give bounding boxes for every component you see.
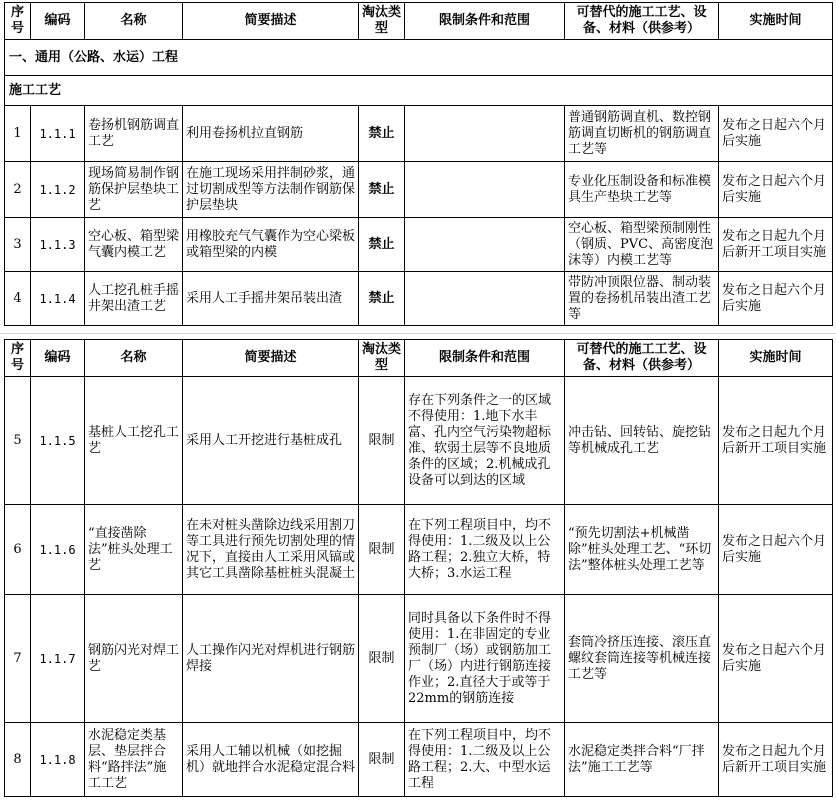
regulation-table-part2 [4, 339, 833, 797]
row-name: 现场简易制作钢筋保护层垫块工艺 [85, 162, 183, 218]
regulation-table-part1 [4, 2, 833, 326]
row-limit [405, 272, 565, 326]
section-row [5, 40, 833, 76]
row-index: 4 [5, 272, 31, 326]
row-alt: 空心板、箱型梁预制刚性（钢质、PVC、高密度泡沫等）内模工艺等 [565, 218, 719, 272]
row-desc: 用橡胶充气气囊作为空心梁板或箱型梁的内模 [183, 218, 359, 272]
row-code: 1.1.2 [31, 162, 85, 218]
header-name: 名称 [85, 3, 183, 40]
row-code: 1.1.8 [31, 723, 85, 797]
row-limit [405, 218, 565, 272]
row-code: 1.1.6 [31, 505, 85, 595]
header-alt: 可替代的施工工艺、设备、材料（供参考） [565, 340, 719, 377]
row-desc: 采用人工辅以机械（如挖掘机）就地拌合水泥稳定混合料 [183, 723, 359, 797]
row-name: 人工挖孔桩手摇井架出渣工艺 [85, 272, 183, 326]
row-name: “直接凿除法”桩头处理工艺 [85, 505, 183, 595]
table-row [5, 377, 833, 505]
row-code: 1.1.3 [31, 218, 85, 272]
row-type: 禁止 [359, 162, 405, 218]
row-desc: 在施工现场采用拌制砂浆，通过切割成型等方法制作钢筋保护层垫块 [183, 162, 359, 218]
header-limit: 限制条件和范围 [405, 3, 565, 40]
row-time: 发布之日起六个月后实施 [719, 505, 833, 595]
row-time: 发布之日起六个月后实施 [719, 106, 833, 162]
row-name: 钢筋闪光对焊工艺 [85, 595, 183, 723]
row-limit: 在下列工程项目中，均不得使用：1.二级及以上公路工程；2.独立大桥，特大桥；3.水运工程 [405, 505, 565, 595]
subsection-row [5, 76, 833, 106]
header-time: 实施时间 [719, 340, 833, 377]
header-index: 序号 [5, 3, 31, 40]
row-time: 发布之日起六个月后实施 [719, 272, 833, 326]
header-name: 名称 [85, 340, 183, 377]
row-type: 限制 [359, 723, 405, 797]
row-time: 发布之日起六个月后实施 [719, 162, 833, 218]
row-limit: 同时具备以下条件时不得使用：1.在非固定的专业预制厂（场）或钢筋加工厂（场）内进行钢筋连接作业；2.直径大于或等于22mm的钢筋连接 [405, 595, 565, 723]
row-index: 8 [5, 723, 31, 797]
row-type: 限制 [359, 595, 405, 723]
header-code: 编码 [31, 340, 85, 377]
table-row [5, 272, 833, 326]
header-time: 实施时间 [719, 3, 833, 40]
row-limit [405, 106, 565, 162]
table-row [5, 218, 833, 272]
row-limit [405, 162, 565, 218]
row-code: 1.1.5 [31, 377, 85, 505]
section-title: 一、通用（公路、水运）工程 [5, 40, 833, 76]
row-type: 禁止 [359, 218, 405, 272]
row-type: 限制 [359, 505, 405, 595]
row-index: 3 [5, 218, 31, 272]
row-time: 发布之日起九个月后新开工项目实施 [719, 377, 833, 505]
row-time: 发布之日起九个月后新开工项目实施 [719, 218, 833, 272]
row-name: 空心板、箱型梁气囊内模工艺 [85, 218, 183, 272]
table-row [5, 723, 833, 797]
page-break-divider [0, 333, 836, 334]
row-alt: 普通钢筋调直机、数控钢筋调直切断机的钢筋调直工艺等 [565, 106, 719, 162]
row-type: 限制 [359, 377, 405, 505]
row-alt: 水泥稳定类拌合料“厂拌法”施工工艺等 [565, 723, 719, 797]
row-alt: 冲击钻、回转钻、旋挖钻等机械成孔工艺 [565, 377, 719, 505]
row-alt: 套筒冷挤压连接、滚压直螺纹套筒连接等机械连接工艺等 [565, 595, 719, 723]
row-index: 5 [5, 377, 31, 505]
row-desc: 利用卷扬机拉直钢筋 [183, 106, 359, 162]
subsection-title: 施工工艺 [5, 76, 833, 106]
row-name: 水泥稳定类基层、垫层拌合料“路拌法”施工工艺 [85, 723, 183, 797]
table-row [5, 162, 833, 218]
header-desc: 简要描述 [183, 340, 359, 377]
row-type: 禁止 [359, 272, 405, 326]
row-desc: 采用人工开挖进行基桩成孔 [183, 377, 359, 505]
row-index: 1 [5, 106, 31, 162]
row-index: 7 [5, 595, 31, 723]
table-row [5, 505, 833, 595]
header-desc: 简要描述 [183, 3, 359, 40]
row-alt: 带防冲顶限位器、制动装置的卷扬机吊装出渣工艺等 [565, 272, 719, 326]
row-name: 基桩人工挖孔工艺 [85, 377, 183, 505]
header-alt: 可替代的施工工艺、设备、材料（供参考） [565, 3, 719, 40]
table-row [5, 595, 833, 723]
header-limit: 限制条件和范围 [405, 340, 565, 377]
row-code: 1.1.7 [31, 595, 85, 723]
row-index: 6 [5, 505, 31, 595]
row-code: 1.1.1 [31, 106, 85, 162]
row-time: 发布之日起九个月后新开工项目实施 [719, 723, 833, 797]
row-code: 1.1.4 [31, 272, 85, 326]
table-header-row [5, 3, 833, 40]
row-index: 2 [5, 162, 31, 218]
row-alt: “预先切割法+机械凿除”桩头处理工艺、“环切法”整体桩头处理工艺等 [565, 505, 719, 595]
row-time: 发布之日起六个月后实施 [719, 595, 833, 723]
header-type: 淘汰类型 [359, 340, 405, 377]
row-desc: 采用人工手摇井架吊装出渣 [183, 272, 359, 326]
header-type: 淘汰类型 [359, 3, 405, 40]
row-type: 禁止 [359, 106, 405, 162]
row-desc: 在未对桩头凿除边线采用割刀等工具进行预先切割处理的情况下，直接由人工采用风镐或其它工具凿除基桩桩头混凝土 [183, 505, 359, 595]
row-limit: 在下列工程项目中，均不得使用：1.二级及以上公路工程；2.大、中型水运工程 [405, 723, 565, 797]
header-code: 编码 [31, 3, 85, 40]
row-name: 卷扬机钢筋调直工艺 [85, 106, 183, 162]
table-header-row [5, 340, 833, 377]
row-limit: 存在下列条件之一的区域不得使用：1.地下水丰富、孔内空气污染物超标准、软弱土层等不良地质条件的区域；2.机械成孔设备可以到达的区域 [405, 377, 565, 505]
row-desc: 人工操作闪光对焊机进行钢筋焊接 [183, 595, 359, 723]
header-index: 序号 [5, 340, 31, 377]
row-alt: 专业化压制设备和标准模具生产垫块工艺等 [565, 162, 719, 218]
table-row [5, 106, 833, 162]
